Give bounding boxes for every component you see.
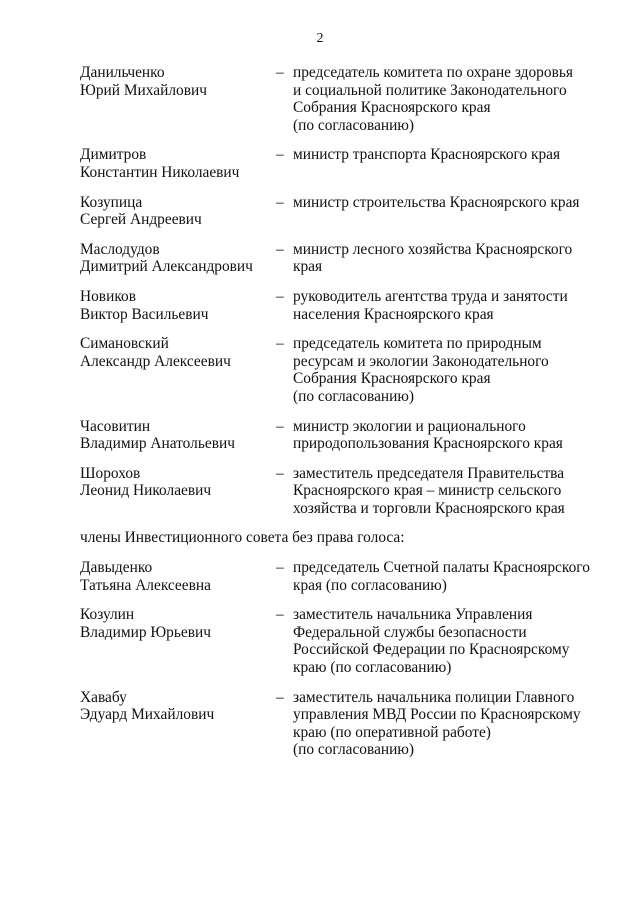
member-surname: Козулин <box>80 606 135 624</box>
dash-separator: – <box>276 335 284 353</box>
dash-separator: – <box>276 287 284 305</box>
member-name <box>80 335 276 370</box>
member-entry <box>80 559 600 594</box>
role-line: заместитель начальника Управления <box>293 606 533 624</box>
member-surname: Давыденко <box>80 559 153 577</box>
member-role <box>293 559 593 594</box>
member-name <box>80 689 276 724</box>
member-entry <box>80 335 600 405</box>
role-line: природопользования Красноярского края <box>293 435 563 453</box>
role-line: председатель комитета по природным <box>293 335 542 353</box>
member-given-names: Владимир Юрьевич <box>80 623 211 641</box>
dash-separator: – <box>276 240 284 258</box>
member-name <box>80 194 276 229</box>
role-line: ресурсам и экологии Законодательного <box>293 352 549 370</box>
member-role <box>293 146 593 164</box>
role-line: (по согласованию) <box>293 741 414 759</box>
role-line: министр экологии и рационального <box>293 417 526 435</box>
dash-separator: – <box>276 464 284 482</box>
member-given-names: Сергей Андреевич <box>80 211 202 229</box>
role-line: председатель комитета по охране здоровья <box>293 64 573 81</box>
dash-separator: – <box>276 146 284 164</box>
member-role <box>293 64 593 134</box>
dash-separator: – <box>276 559 284 577</box>
member-surname: Часовитин <box>80 417 151 435</box>
member-role <box>293 465 593 518</box>
member-given-names: Владимир Анатольевич <box>80 435 235 453</box>
role-line: края (по согласованию) <box>293 576 447 594</box>
member-surname: Симановский <box>80 335 169 353</box>
role-line: Красноярского края – министр сельского <box>293 482 562 500</box>
member-name <box>80 418 276 453</box>
member-role <box>293 194 593 212</box>
member-surname: Козупица <box>80 193 143 211</box>
member-surname: Маслодудов <box>80 240 160 258</box>
role-line: краю (по согласованию) <box>293 659 452 677</box>
member-name <box>80 465 276 500</box>
member-given-names: Татьяна Алексеевна <box>80 576 211 594</box>
role-line: заместитель председателя Правительства <box>293 464 565 482</box>
member-role <box>293 288 593 323</box>
dash-separator: – <box>276 688 284 706</box>
role-line: и социальной политике Законодательного <box>293 81 567 99</box>
member-entry <box>80 465 600 518</box>
member-entry <box>80 194 600 229</box>
role-line: Федеральной службы безопасности <box>293 623 527 641</box>
role-line: краю (по оперативной работе) <box>293 723 491 741</box>
member-given-names: Виктор Васильевич <box>80 305 209 323</box>
member-entry <box>80 689 600 759</box>
member-role <box>293 418 593 453</box>
role-line: хозяйства и торговли Красноярского края <box>293 499 565 517</box>
member-name <box>80 64 276 99</box>
member-given-names: Константин Николаевич <box>80 163 240 181</box>
role-line: (по согласованию) <box>293 387 414 405</box>
role-line: министр транспорта Красноярского края <box>293 146 561 164</box>
member-given-names: Леонид Николаевич <box>80 482 212 500</box>
dash-separator: – <box>276 417 284 435</box>
member-role <box>293 241 593 276</box>
member-entry <box>80 288 600 323</box>
member-role <box>293 335 593 405</box>
member-entry <box>80 606 600 676</box>
section-heading: члены Инвестиционного совета без права голоса: <box>80 529 405 547</box>
member-list <box>80 64 600 759</box>
dash-separator: – <box>276 606 284 624</box>
dash-separator: – <box>276 193 284 211</box>
member-entry <box>80 418 600 453</box>
member-surname: Хавабу <box>80 688 127 706</box>
member-surname: Данильченко <box>80 64 165 81</box>
member-role <box>293 689 593 759</box>
member-given-names: Юрий Михайлович <box>80 81 207 99</box>
role-line: края <box>293 258 323 276</box>
member-name <box>80 559 276 594</box>
role-line: министр лесного хозяйства Красноярского <box>293 240 573 258</box>
role-line: министр строительства Красноярского края <box>293 193 580 211</box>
dash-separator: – <box>276 64 284 81</box>
role-line: управления МВД России по Красноярскому <box>293 706 581 724</box>
member-name <box>80 288 276 323</box>
member-surname: Новиков <box>80 287 136 305</box>
member-given-names: Димитрий Александрович <box>80 258 253 276</box>
member-given-names: Эдуард Михайлович <box>80 706 215 724</box>
member-surname: Димитров <box>80 146 147 164</box>
role-line: населения Красноярского края <box>293 305 494 323</box>
role-line: Собрания Красноярского края <box>293 99 491 117</box>
role-line: (по согласованию) <box>293 116 414 134</box>
page-number: 2 <box>316 31 324 46</box>
member-name <box>80 146 276 181</box>
member-name <box>80 606 276 641</box>
member-given-names: Александр Алексеевич <box>80 352 231 370</box>
member-role <box>293 606 593 676</box>
role-line: Российской Федерации по Красноярскому <box>293 641 570 659</box>
role-line: председатель Счетной палаты Красноярского <box>293 559 590 577</box>
member-entry <box>80 241 600 276</box>
role-line: руководитель агентства труда и занятости <box>293 287 568 305</box>
member-name <box>80 241 276 276</box>
role-line: заместитель начальника полиции Главного <box>293 688 575 706</box>
member-surname: Шорохов <box>80 464 141 482</box>
role-line: Собрания Красноярского края <box>293 370 491 388</box>
member-entry <box>80 146 600 181</box>
member-entry <box>80 64 600 134</box>
